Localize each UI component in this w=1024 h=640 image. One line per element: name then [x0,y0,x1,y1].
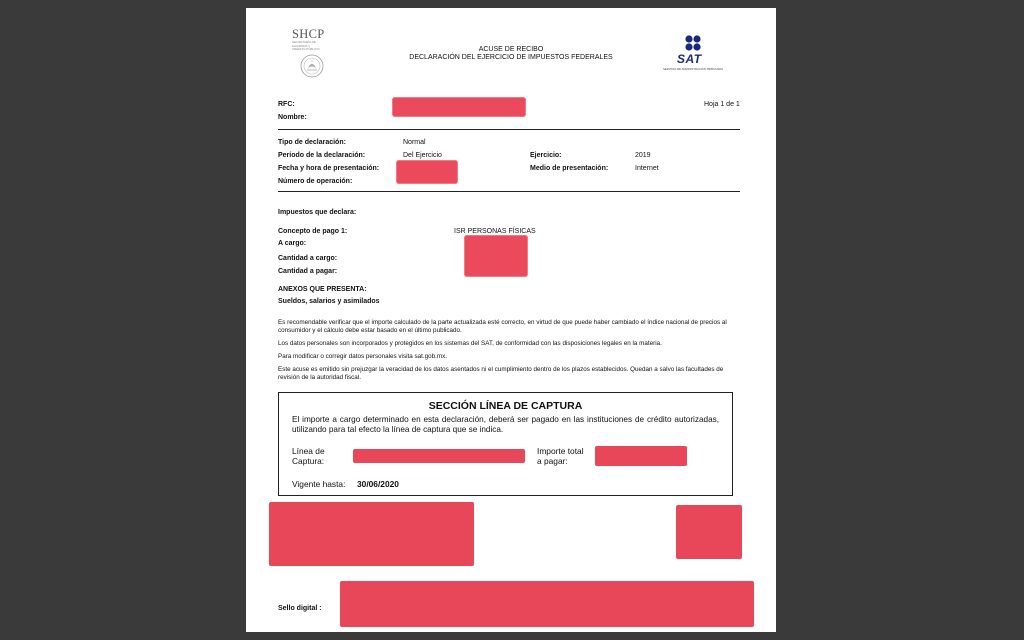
importe-label-1: Importe total [537,446,584,456]
anexos-title: ANEXOS QUE PRESENTA: [278,286,367,293]
shcp-logo-subtitle: SECRETARÍA DE HACIENDA Y CRÉDITO PÚBLICO [292,40,320,51]
fecha-label: Fecha y hora de presentación: [278,165,380,172]
rfc-label: RFC: [278,101,295,108]
document-page [246,8,776,632]
shcp-logo: SHCP [292,27,325,41]
note-3: Para modificar o corregir datos personales visita sat.gob.mx. [278,353,448,360]
concepto-label: Concepto de pago 1: [278,228,348,235]
ejercicio-label: Ejercicio: [530,152,562,159]
numero-label: Número de operación: [278,178,353,185]
redacted-importe [595,446,687,466]
linea-captura-section [278,392,733,496]
vigente-label: Vigente hasta: [292,479,346,489]
vigente-value: 30/06/2020 [357,479,399,489]
a-cargo-label: A cargo: [278,240,307,247]
page-indicator: Hoja 1 de 1 [704,101,740,108]
sat-logo-subtitle: SERVICIO DE ADMINISTRACIÓN TRIBUTARIA [663,67,723,71]
tipo-label: Tipo de declaración: [278,139,346,146]
redacted-linea-captura [353,449,525,463]
linea-label-1: Línea de [292,446,325,456]
tipo-value: Normal [403,139,426,146]
anexos-item: Sueldos, salarios y asimilados [278,298,380,305]
header-line-2: DECLARACIÓN DEL EJERCICIO DE IMPUESTOS FEDERALES [409,54,613,61]
medio-value: Internet [635,165,659,172]
redacted-sello-digital [340,581,754,627]
periodo-label: Período de la declaración: [278,152,366,159]
captura-title: SECCIÓN LÍNEA DE CAPTURA [428,400,583,412]
note-2: Los datos personales son incorporados y protegidos en los sistemas del SAT, de conformidad con las disposiciones legales en la materia. [278,340,662,347]
sat-logo: SAT [677,52,702,66]
impuestos-title: Impuestos que declara: [278,209,357,216]
note-4: Este acuse es emitido sin prejuzgar la veracidad de los datos asentados ni el cumplimiento dentro de los plazos establecidos. Quedan a salvo las facultades de revisión de la autoridad fiscal. [278,366,724,381]
divider-1 [278,129,740,130]
linea-label-2: Captura: [292,456,325,466]
nombre-label: Nombre: [278,114,307,121]
importe-label-2: a pagar: [537,456,568,466]
note-1: Es recomendable verificar que el importe calculado de la parte actualizada esté correcto, en virtud de que puede haber cambiado el índice nacional de precios al consumidor y el cálculo debe estar basado en el último publicado. [278,319,727,334]
periodo-value: Del Ejercicio [403,152,442,159]
redacted-side-block [676,505,742,559]
cantidad-cargo-label: Cantidad a cargo: [278,255,338,262]
concepto-value: ISR PERSONAS FÍSICAS [454,228,536,235]
header-line-1: ACUSE DE RECIBO [478,46,544,53]
captura-text: El importe a cargo determinado en esta declaración, deberá ser pagado en las instituciones de crédito autorizadas, utilizando para tal efecto la línea de captura que se indica. [292,415,719,434]
redacted-qr-block [269,502,474,566]
redacted-fecha-numero [396,160,458,184]
cantidad-pagar-label: Cantidad a pagar: [278,268,338,275]
ejercicio-value: 2019 [635,152,651,159]
sello-label: Sello digital : [278,605,322,612]
redacted-amounts [464,235,528,277]
redacted-rfc-nombre [392,97,526,117]
divider-2 [278,191,740,192]
medio-label: Medio de presentación: [530,165,609,172]
